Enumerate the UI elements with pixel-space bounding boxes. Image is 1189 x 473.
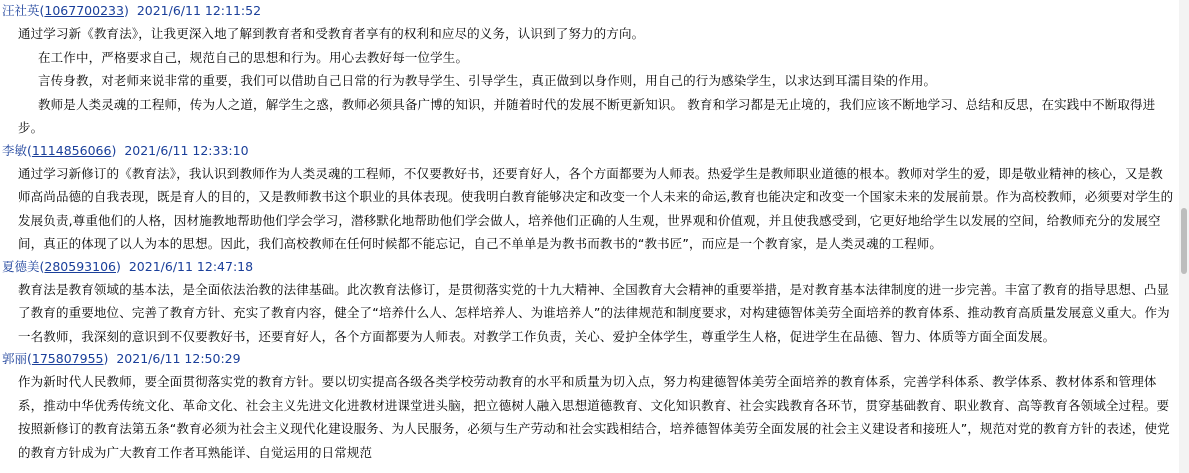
paren-close: ) (103, 351, 109, 366)
paren-open: ( (39, 258, 45, 274)
post-header (0, 256, 1179, 278)
paren-open: ( (27, 351, 32, 366)
author-id-link[interactable]: 1114856066 (31, 142, 112, 158)
post-timestamp: 2021/6/11 12:47:18 (128, 258, 254, 274)
post-header (0, 348, 1179, 370)
paren-close: ) (115, 258, 121, 274)
post-paragraph: 通过学习新《教育法》，让我更深入地了解到教育者和受教育者享有的权利和应尽的义务，认识到了努力的方向。 (18, 26, 645, 41)
scrollbar-thumb[interactable] (1181, 208, 1187, 274)
post-paragraph: 教育法是教育领域的基本法，是全面依法治教的法律基础。此次教育法修订，是贯彻落实党的十九大精神、全国教育大会精神的重要举措，是对教育基本法律制度的进一步完善。丰富了教育的指导思想、凸显了教育的重要地位、完善了教育方针、充实了教育内容，健全了“培养什么人、怎样培养人、为谁培养人”的法律规范和制度要求，对构建德智体美劳全面培养的教育体系、推动教育高质量发展意义重大。作为一名教师，我深刻的意识到不仅要教好书，还要育好人，各个方面都要为人师表。对教学工作负责，关心、爱护全体学生，尊重学生人格，促进学生在品德、智力、体质等方面全面发展。 (18, 281, 1170, 344)
vertical-scrollbar[interactable] (1179, 0, 1189, 473)
post-header (0, 0, 1179, 22)
post-header (0, 140, 1179, 162)
post-paragraph: 在工作中，严格要求自己，规范自己的思想和行为。用心去教好每一位学生。 (38, 49, 469, 65)
post-body (0, 370, 1179, 464)
paren-close: ) (111, 142, 117, 158)
comment-post (0, 0, 1179, 140)
post-body (0, 22, 1179, 140)
author-id-link[interactable]: 175807955 (31, 351, 104, 366)
post-body (0, 162, 1179, 256)
post-paragraph: 教师是人类灵魂的工程师，传为人之道，解学生之惑，教师必须具备广博的知识，并随着时代的发展不断更新知识。 教育和学习都是无止境的，我们应该不断地学习、总结和反思，在实践中不断取得进步。 (18, 96, 1156, 135)
post-paragraph: 作为新时代人民教师，要全面贯彻落实党的教育方针。要以切实提高各级各类学校劳动教育的水平和质量为切入点，努力构建德智体美劳全面培养的教育体系，完善学科体系、教学体系、教材体系和管理体系，推动中华优秀传统文化、革命文化、社会主义先进文化进教材进课堂进头脑，把立德树人融入思想道德教育、文化知识教育、社会实践教育各环节，贯穿基础教育、职业教育、高等教育各领域全过程。要按照新修订的教育法第五条“教育必须为社会主义现代化建设服务、为人民服务，必须与生产劳动和社会实践相结合，培养德智体美劳全面发展的社会主义建设者和接班人”，规范对党的教育方针的表述，使党的教育方针成为广大教育工作者耳熟能详、自觉运用的日常规范 (18, 374, 1170, 460)
comment-post (0, 140, 1179, 256)
post-timestamp: 2021/6/11 12:33:10 (124, 142, 249, 158)
author-name: 李敏 (2, 142, 28, 158)
paren-close: ) (123, 3, 129, 18)
author-id-link[interactable]: 280593106 (44, 258, 116, 274)
post-timestamp: 2021/6/11 12:11:52 (136, 3, 262, 18)
comment-post (0, 348, 1179, 464)
paren-open: ( (27, 142, 32, 158)
author-name: 夏德美 (2, 258, 40, 274)
paren-open: ( (39, 3, 45, 18)
post-body (0, 278, 1179, 349)
author-name: 郭丽 (2, 351, 28, 366)
post-paragraph: 言传身教，对老师来说非常的重要，我们可以借助自己日常的行为教导学生、引导学生，真正做到以身作则，用自己的行为感染学生，以求达到耳濡目染的作用。 (38, 73, 937, 88)
post-paragraph: 通过学习新修订的《教育法》，我认识到教师作为人类灵魂的工程师，不仅要教好书，还要育好人，各个方面都要为人师表。热爱学生是教师职业道德的根本。教师对学生的爱，即是敬业精神的核心，又是教师高尚品德的自我表现，既是育人的目的，又是教师教书这个职业的具体表现。使我明白教育能够决定和改变一个人未来的命运,教育也能决定和改变一个国家未来的发展前景。作为高校教师，必须要对学生的发展负责,尊重他们的人格，因材施教地帮助他们学会学习，潜移默化地帮助他们学会做人，培养他们正确的人生观，世界观和价值观，并且使我感受到，它更好地给学生以发展的空间，给教师充分的发展空间，真正的体现了以人为本的思想。因此，我们高校教师在任何时候都不能忘记，自己不单单是为教书而教书的“教书匠”，而应是一个教育家，是人类灵魂的工程师。 (18, 165, 1174, 251)
author-id-link[interactable]: 1067700233 (44, 3, 124, 18)
author-name: 汪社英 (2, 3, 40, 18)
post-timestamp: 2021/6/11 12:50:29 (116, 351, 241, 366)
comment-post (0, 256, 1179, 349)
